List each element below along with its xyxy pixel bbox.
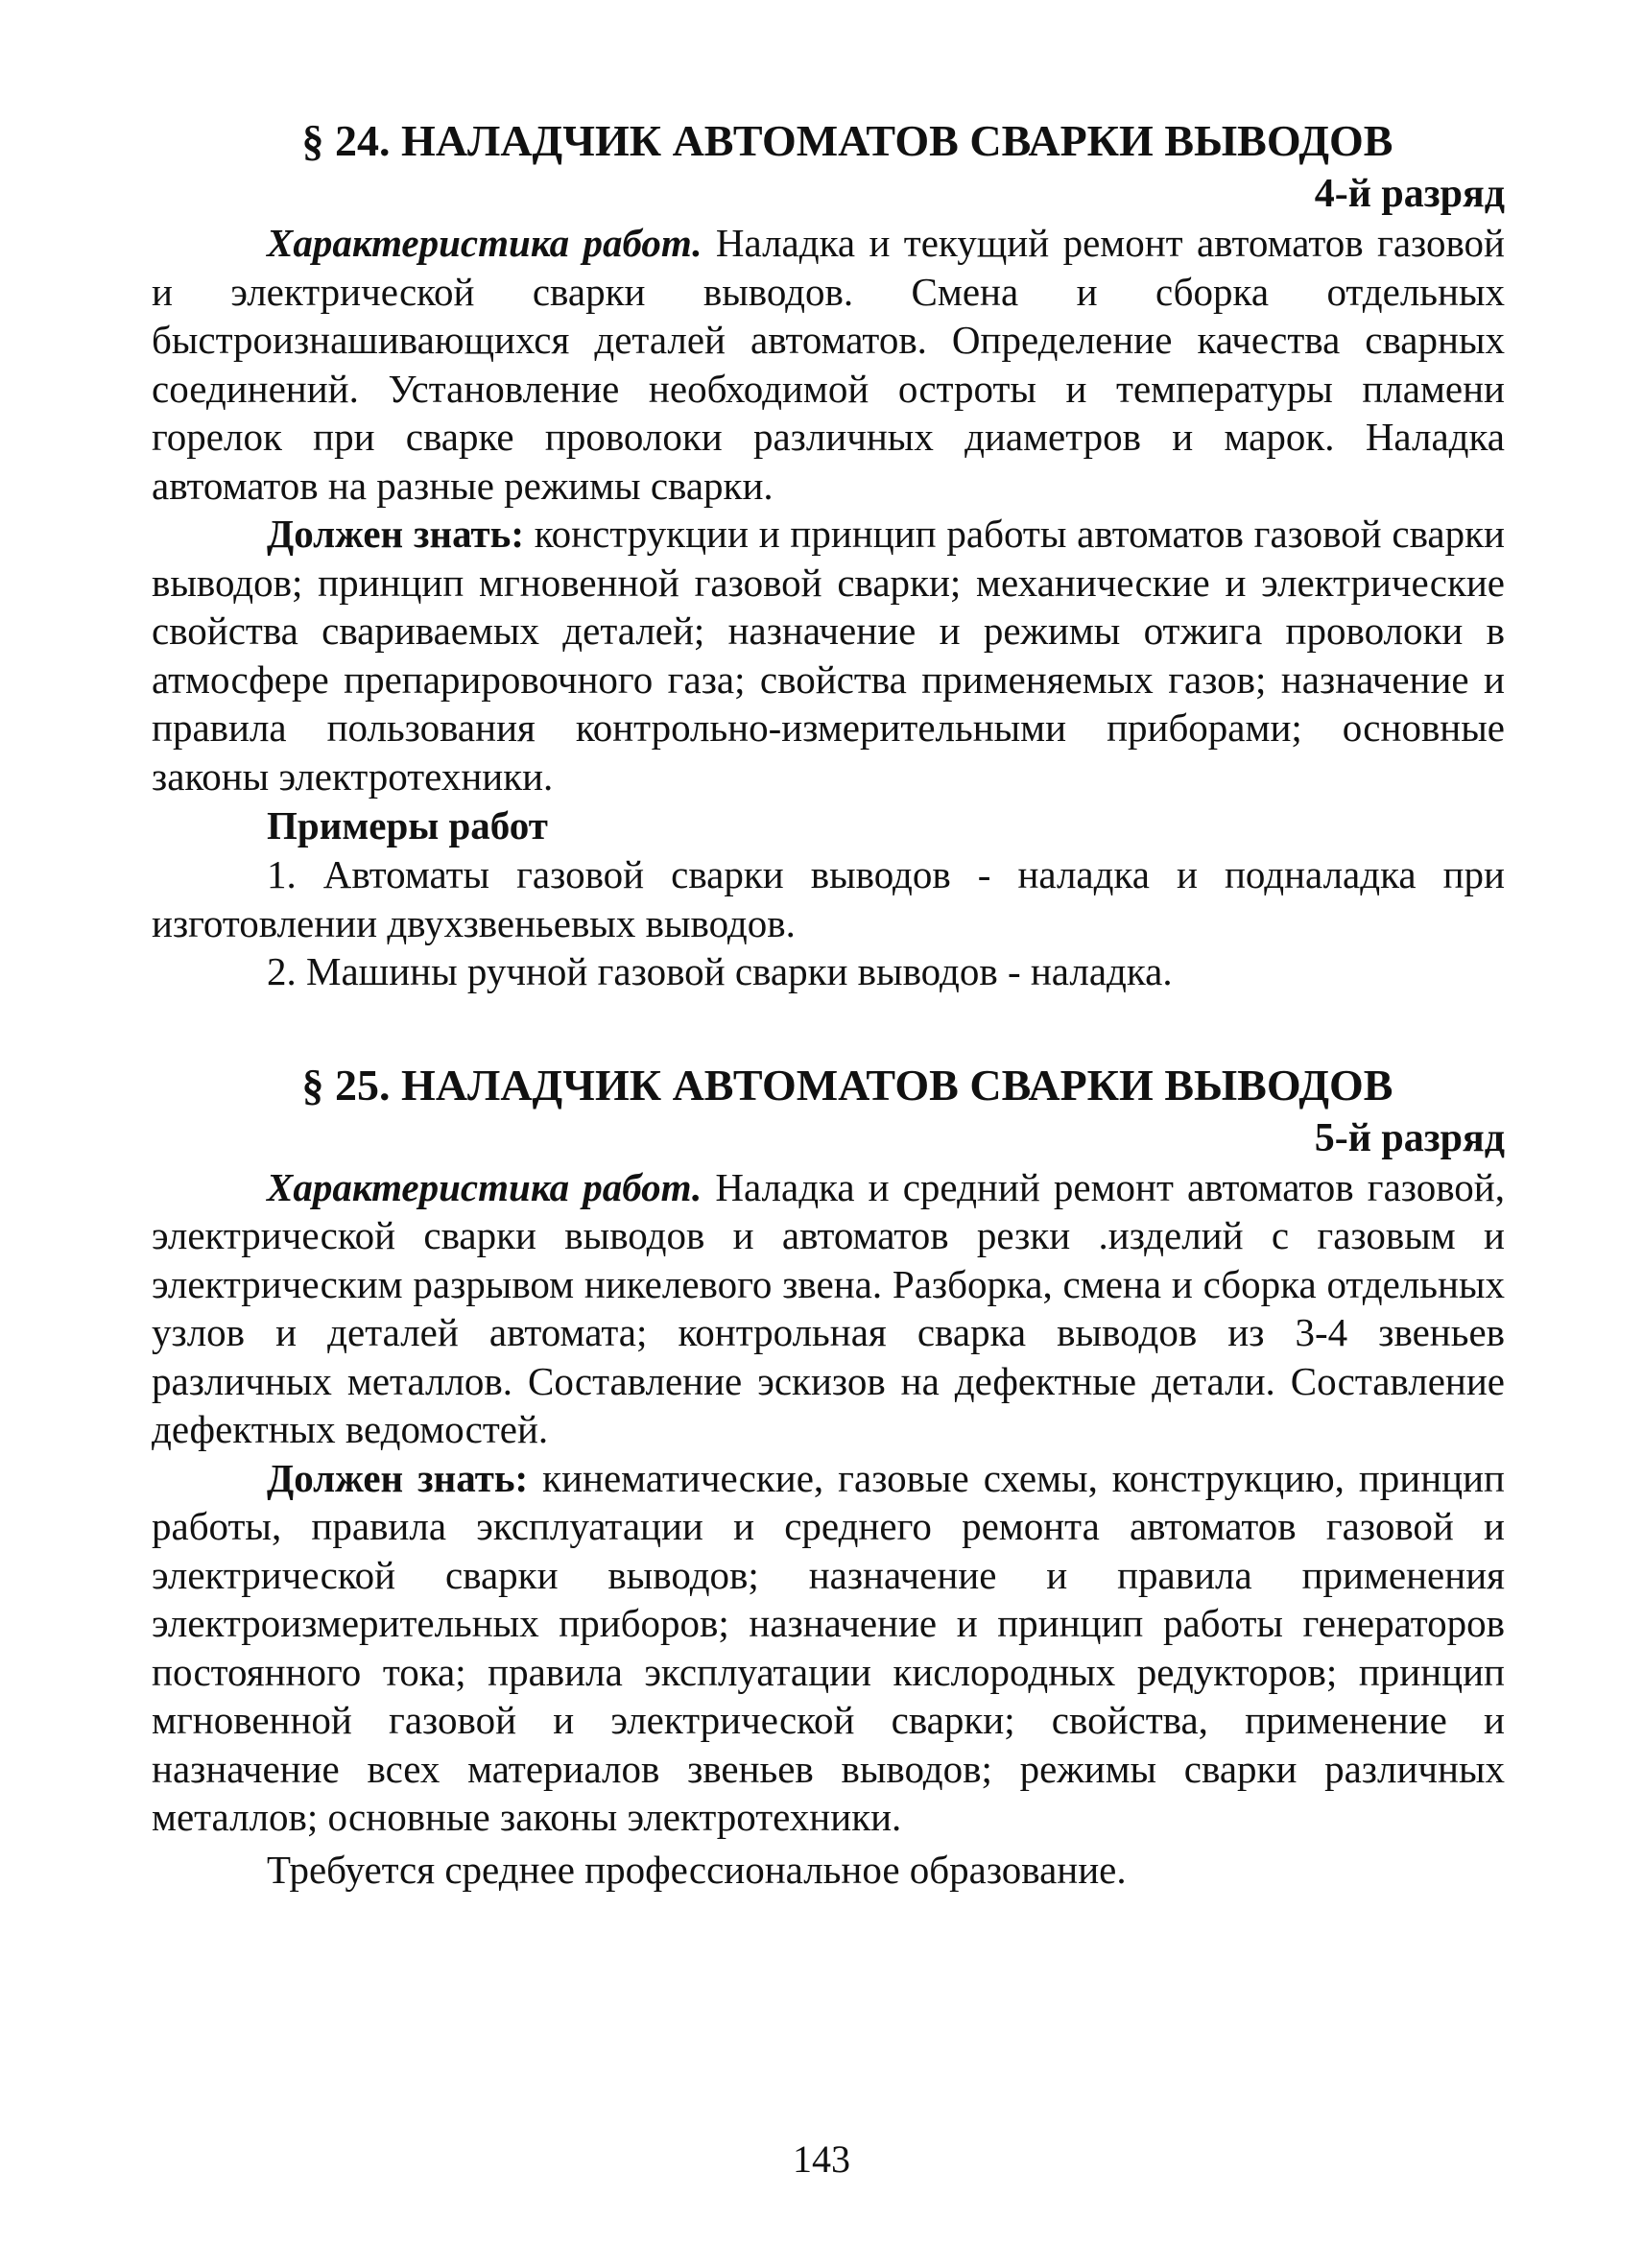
section-24-example-1: 1. Автоматы газовой сварки выводов - наладка и подналадка при изготовлении двухзвеньевых выводов.	[152, 852, 1505, 945]
section-24-examples-heading: Примеры работ	[267, 803, 548, 848]
section-25-title: § 25. НАЛАДЧИК АВТОМАТОВ СВАРКИ ВЫВОДОВ	[301, 1060, 1393, 1110]
section-24-example-2: 2. Машины ручной газовой сварки выводов - наладка.	[267, 949, 1173, 993]
section-24-title: § 24. НАЛАДЧИК АВТОМАТОВ СВАРКИ ВЫВОДОВ	[301, 116, 1393, 165]
work-characteristics-text: Наладка и средний ремонт автоматов газовой, электрической сварки выводов и автоматов резки .изделий с газовым и электрическим разрывом никелевого звена. Разборка, смена и сборка отдельных узлов и деталей автомата; контрольная сварка выводов из 3-4 звеньев различных металлов. Составление эскизов на дефектные детали. Составление дефектных ведомостей.	[152, 1164, 1505, 1451]
page-number: 143	[793, 2137, 850, 2181]
work-characteristics-lead: Характеристика работ.	[267, 1164, 702, 1209]
work-characteristics-text: Наладка и текущий ремонт автоматов газовой и электрической сварки выводов. Смена и сборка отдельных быстроизнашивающихся деталей автоматов. Определение качества сварных соединений. Установление необходимой остроты и температуры пламени горелок при сварке проволоки различных диаметров и марок. Наладка автоматов на разные режимы сварки.	[152, 221, 1505, 508]
section-25-must-know	[152, 1454, 1505, 1842]
must-know-text: кинематические, газовые схемы, конструкцию, принцип работы, правила эксплуатации и среднего ремонта автоматов газовой и электрической сварки выводов; назначение и правила применения электроизмерительных приборов; назначение и принцип работы генераторов постоянного тока; правила эксплуатации кислородных редукторов; принцип мгновенной газовой и электрической сварки; свойства, применение и назначение всех материалов звеньев выводов; режимы сварки различных металлов; основные законы электротехники.	[152, 1455, 1505, 1839]
section-25-grade: 5-й разряд	[1314, 1115, 1505, 1160]
must-know-lead: Должен знать:	[267, 1455, 529, 1500]
must-know-lead: Должен знать:	[267, 512, 524, 556]
section-24-grade: 4-й разряд	[1314, 172, 1505, 216]
must-know-text: конструкции и принцип работы автоматов газовой сварки выводов; принцип мгновенной газовой сварки; механические и электрические свойства свариваемых деталей; назначение и режимы отжига проволоки в атмосфере препарировочного газа; свойства применяемых газов; назначение и правила пользования контрольно-измерительными приборами; основные законы электротехники.	[152, 512, 1505, 799]
section-25-education: Требуется среднее профессиональное образование.	[267, 1847, 1127, 1892]
section-24-must-know	[152, 510, 1505, 800]
work-characteristics-lead: Характеристика работ.	[267, 221, 702, 265]
text-column	[152, 113, 1505, 1894]
section-24-work-characteristics	[152, 219, 1505, 510]
section-25-work-characteristics	[152, 1163, 1505, 1454]
